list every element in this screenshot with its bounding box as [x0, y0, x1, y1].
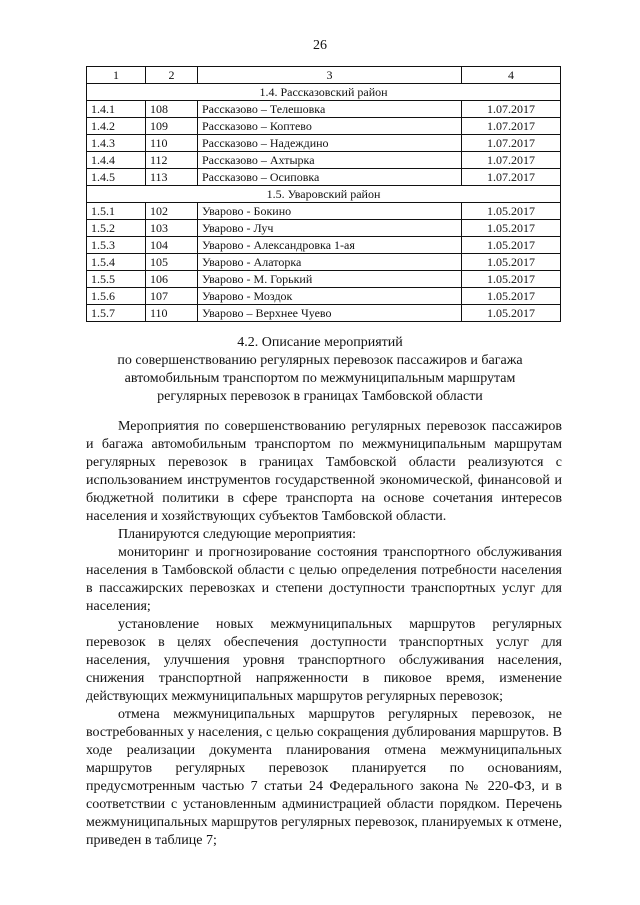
table-cell: Уварово - Алаторка [198, 254, 462, 271]
table-cell: 1.5.7 [87, 305, 146, 322]
table-section-title: 1.5. Уваровский район [87, 186, 561, 203]
section-heading-line: автомобильным транспортом по межмуниципальным маршрутам [124, 371, 516, 386]
table-cell: Рассказово – Надеждино [198, 135, 462, 152]
table-cell: Рассказово – Осиповка [198, 169, 462, 186]
table-cell: 1.5.5 [87, 271, 146, 288]
section-heading [70, 334, 570, 406]
table-cell: Уварово - Бокино [198, 203, 462, 220]
body-paragraph: установление новых межмуниципальных маршрутов регулярных перевозок в целях обеспечения доступности транспортных услуг для населения, улучшения уровня транспортного обслуживания населения, снижения транспортной напряженности в пиковое время, изменение действующих межмуниципальных маршрутов регулярных перевозок; [86, 617, 562, 704]
table-cell: Уварово - Александровка 1-ая [198, 237, 462, 254]
table-cell: 103 [146, 220, 198, 237]
table-cell: 105 [146, 254, 198, 271]
table-cell: 110 [146, 135, 198, 152]
table-cell: Рассказово – Телешовка [198, 101, 462, 118]
table-cell: 112 [146, 152, 198, 169]
table-row [87, 305, 561, 322]
routes-table [86, 66, 561, 322]
table-cell: 1.05.2017 [462, 288, 561, 305]
table-cell: 1.07.2017 [462, 152, 561, 169]
table-row [87, 271, 561, 288]
table-cell: 1.05.2017 [462, 305, 561, 322]
table-header-cell: 1 [87, 67, 146, 84]
table-cell: 102 [146, 203, 198, 220]
table-row [87, 220, 561, 237]
body-paragraph: мониторинг и прогнозирование состояния транспортного обслуживания населения в Тамбовской области с целью определения потребности населения в пассажирских перевозках и степени доступности транспортных услуг для населения; [86, 545, 562, 614]
body-paragraph: отмена межмуниципальных маршрутов регулярных перевозок, не востребованных у населения, с целью сокращения дублирования маршрутов. В ходе реализации документа планирования отмена межмуниципальных маршрутов регулярных перевозок планируется по основаниям, предусмотренным частью 7 статьи 24 Федерального закона № 220-ФЗ, и в соответствии с установленным администрацией области порядком. Перечень межмуниципальных маршрутов регулярных перевозок, планируемых к отмене, приведен в таблице 7; [86, 707, 562, 848]
table-cell: 106 [146, 271, 198, 288]
table-cell: Уварово - Моздок [198, 288, 462, 305]
table-cell: 1.05.2017 [462, 203, 561, 220]
table-cell: Рассказово – Коптево [198, 118, 462, 135]
table-cell: 1.4.2 [87, 118, 146, 135]
table-row [87, 254, 561, 271]
table-row [87, 135, 561, 152]
table-cell: 1.07.2017 [462, 118, 561, 135]
table-row [87, 169, 561, 186]
table-cell: 104 [146, 237, 198, 254]
table-cell: 1.4.4 [87, 152, 146, 169]
table-cell: Рассказово – Ахтырка [198, 152, 462, 169]
section-heading-line: 4.2. Описание мероприятий [237, 335, 403, 350]
table-cell: 1.4.3 [87, 135, 146, 152]
table-cell: 107 [146, 288, 198, 305]
table-cell: 1.5.1 [87, 203, 146, 220]
table-header-row [87, 67, 561, 84]
table-cell: 1.07.2017 [462, 135, 561, 152]
table-cell: 108 [146, 101, 198, 118]
table-section-row [87, 186, 561, 203]
table-cell: 1.4.1 [87, 101, 146, 118]
page-number: 26 [313, 38, 327, 53]
table-cell: 1.07.2017 [462, 169, 561, 186]
section-heading-line: регулярных перевозок в границах Тамбовской области [157, 389, 483, 404]
body-paragraph: Планируются следующие мероприятия: [118, 527, 357, 542]
table-row [87, 118, 561, 135]
table-section-title: 1.4. Рассказовский район [87, 84, 561, 101]
table-cell: 1.05.2017 [462, 237, 561, 254]
table-row [87, 203, 561, 220]
table-header-cell: 3 [198, 67, 462, 84]
table-cell: 1.5.3 [87, 237, 146, 254]
table-cell: 110 [146, 305, 198, 322]
table-cell: 1.05.2017 [462, 220, 561, 237]
table-cell: 113 [146, 169, 198, 186]
section-heading-line: по совершенствованию регулярных перевозок пассажиров и багажа [117, 353, 523, 368]
table-cell: Уварово - Луч [198, 220, 462, 237]
routes-table-body [87, 67, 561, 322]
table-cell: 1.5.4 [87, 254, 146, 271]
table-cell: 1.05.2017 [462, 271, 561, 288]
table-cell: 1.05.2017 [462, 254, 561, 271]
table-cell: Уварово - М. Горький [198, 271, 462, 288]
body-paragraph: Мероприятия по совершенствованию регулярных перевозок пассажиров и багажа автомобильным транспортом по межмуниципальным маршрутам регулярных перевозок в границах Тамбовской области реализуются с использованием инструментов государственной экономической, финансовой и бюджетной политики в сфере транспорта на основе сочетания интересов населения и хозяйствующих субъектов Тамбовской области. [86, 419, 562, 524]
table-row [87, 288, 561, 305]
table-cell: 1.07.2017 [462, 101, 561, 118]
table-section-row [87, 84, 561, 101]
table-row [87, 237, 561, 254]
table-header-cell: 4 [462, 67, 561, 84]
table-row [87, 101, 561, 118]
table-cell: Уварово – Верхнее Чуево [198, 305, 462, 322]
body-text [86, 418, 562, 850]
table-header-cell: 2 [146, 67, 198, 84]
table-cell: 1.5.6 [87, 288, 146, 305]
table-cell: 1.5.2 [87, 220, 146, 237]
table-row [87, 152, 561, 169]
table-cell: 1.4.5 [87, 169, 146, 186]
table-cell: 109 [146, 118, 198, 135]
